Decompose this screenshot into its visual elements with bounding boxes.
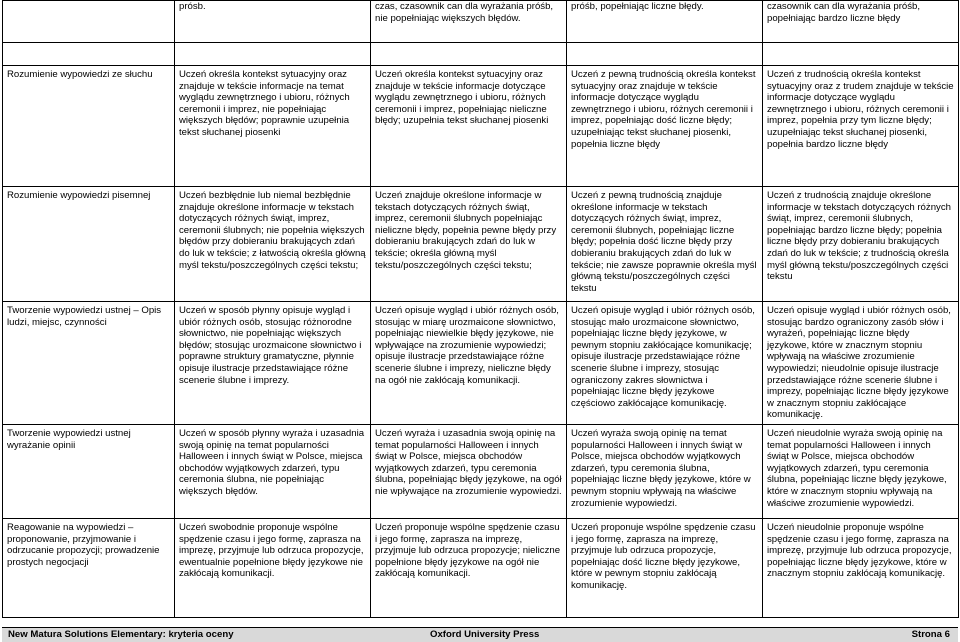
criteria-cell: Uczeń opisuje wygląd i ubiór różnych osób, stosując mało urozmaicone słownictwo, popełniając liczne błędy językowe, w pewnym stopniu zakłócające komunikację; opisuje ilustracje przedstawiające różne scenerie ślubne i imprezy, stosując ograniczony zakres słownictwa i popełniając liczne błędy językowe częściowo zakłócające komunikację. [567,302,763,425]
table-row [3,425,959,519]
criteria-cell: Uczeń opisuje wygląd i ubiór różnych osób, stosując w miarę urozmaicone słownictwo, popełniając niewielkie błędy językowe, nie wpływające na zrozumienie wypowiedzi; opisuje ilustracje przedstawiające różne scenerie ślubne i imprezy, nieliczne błędy na ogół nie zakłócają komunikacji. [371,302,567,425]
criteria-cell: Uczeń w sposób płynny wyraża i uzasadnia swoją opinię na temat popularności Halloween i innych świąt w Polsce, miejsca obchodów wyjątkowych zdarzeń, typu ceremonia ślubna, nie popełniając większych błędów. [175,425,371,519]
skill-label: Tworzenie wypowiedzi ustnej wyrażanie opinii [3,425,175,519]
skill-label: Reagowanie na wypowiedzi – proponowanie, przyjmowanie i odrzucanie propozycji; prowadzenie prostych negocjacji [3,519,175,618]
criteria-cell: Uczeń wyraża i uzasadnia swoją opinię na temat popularności Halloween i innych świąt w Polsce, miejsca obchodów wyjątkowych zdarzeń, typu ceremonia ślubna, popełniając błędy językowe, na ogół nie wpływające na zrozumienie wypowiedzi. [371,425,567,519]
table-row [3,519,959,618]
criteria-cell: Uczeń proponuje wspólne spędzenie czasu i jego formę, zaprasza na imprezę, przyjmuje lub odrzuca propozycje; nieliczne popełnione błędy językowe na ogół nie zakłócają komunikacji. [371,519,567,618]
table-row [3,187,959,302]
table-row [3,66,959,187]
criteria-table [2,0,959,618]
criteria-cell: Uczeń swobodnie proponuje wspólne spędzenie czasu i jego formę, zaprasza na imprezę, przyjmuje lub odrzuca propozycje, ewentualnie popełnione błędy językowe nie zakłócają komunikacji. [175,519,371,618]
spacer-cell [3,43,175,66]
criteria-cell: Uczeń znajduje określone informacje w tekstach dotyczących różnych świąt, imprez, ceremonii ślubnych popełniając nieliczne błędy, popełnia pewne błędy przy dobieraniu brakujących zdań do luk w tekście; określa główną myśl tekstu/poszczególnych części tekstu; [371,187,567,302]
table-spacer [3,43,959,66]
footer-page-number: Strona 6 [911,629,950,640]
criteria-cell: Uczeń nieudolnie wyraża swoją opinię na temat popularności Halloween i innych świąt w Polsce, miejsca obchodów wyjątkowych zdarzeń, typu ceremonia ślubna, popełniając liczne błędy językowe, które w znacznym stopniu wpływają na właściwe zrozumienie wypowiedzi. [763,425,959,519]
cell-level-4: czasownik can dla wyrażania próśb, popełniając bardzo liczne błędy [763,1,959,43]
criteria-cell: Uczeń nieudolnie proponuje wspólne spędzenie czasu i jego formę, zaprasza na imprezę, przyjmuje lub odrzuca propozycje, popełniając liczne błędy językowe, które w znacznym stopniu zakłócają komunikację. [763,519,959,618]
criteria-cell: Uczeń proponuje wspólne spędzenie czasu i jego formę, zaprasza na imprezę, przyjmuje lub odrzuca propozycje, popełniając dość liczne błędy językowe, które w pewnym stopniu zakłócają komunikację. [567,519,763,618]
spacer-cell [763,43,959,66]
skill-label: Rozumienie wypowiedzi pisemnej [3,187,175,302]
spacer-cell [567,43,763,66]
skill-label: Rozumienie wypowiedzi ze słuchu [3,66,175,187]
criteria-cell: Uczeń z pewną trudnością znajduje określone informacje w tekstach dotyczących różnych świąt, imprez, ceremonii ślubnych, popełniając liczne błędy; popełnia dość liczne błędy przy dobieraniu brakujących zdań do luk w tekście; nie zawsze poprawnie określa myśl główną tekstu/poszczególnych części tekstu [567,187,763,302]
table-row-continuation [3,1,959,43]
criteria-cell: Uczeń bezbłędnie lub niemal bezbłędnie znajduje określone informacje w tekstach dotyczących różnych świąt, imprez, ceremonii ślubnych; nie popełnia większych błędów przy dobieraniu brakujących zdań do luk w tekście; z łatwością określa główną myśl tekstu/poszczególnych części tekstu; [175,187,371,302]
cell-skill-empty [3,1,175,43]
criteria-cell: Uczeń określa kontekst sytuacyjny oraz znajduje w tekście informacje dotyczące wyglądu zewnętrznego i ubioru, różnych ceremonii i imprez, popełniając nieliczne błędy; uzupełnia tekst słuchanej piosenki [371,66,567,187]
criteria-cell: Uczeń z trudnością znajduje określone informacje w tekstach dotyczących różnych świąt, imprez, ceremonii ślubnych, popełniając bardzo liczne błędy; popełnia liczne błędy przy dobieraniu brakujących zdań do luk w tekście; z trudnością określa myśl główną tekstu/poszczególnych części tekstu [763,187,959,302]
page-footer [2,627,958,642]
cell-level-1: prósb. [175,1,371,43]
criteria-cell: Uczeń określa kontekst sytuacyjny oraz znajduje w tekście informacje na temat wyglądu zewnętrznego i ubioru, różnych ceremonii i imprez, nie popełniając większych błędów; poprawnie uzupełnia tekst słuchanej piosenki [175,66,371,187]
table-row [3,302,959,425]
criteria-cell: Uczeń wyraża swoją opinię na temat popularności Halloween i innych świąt w Polsce, miejsca obchodów wyjątkowych zdarzeń, typu ceremonia ślubna, popełniając liczne błędy językowe, które w pewnym stopniu wpływają na właściwe zrozumienie wypowiedzi. [567,425,763,519]
cell-level-3: próśb, popełniając liczne błędy. [567,1,763,43]
cell-level-2: czas, czasownik can dla wyrażania próśb, nie popełniając większych błędów. [371,1,567,43]
skill-label: Tworzenie wypowiedzi ustnej – Opis ludzi, miejsc, czynności [3,302,175,425]
criteria-cell: Uczeń z pewną trudnością określa kontekst sytuacyjny oraz znajduje w tekście informacje dotyczące wyglądu zewnętrznego i ubioru, różnych ceremonii i imprez, popełniając dość liczne błędy; uzupełniając tekst słuchanej piosenki, popełnia liczne błędy [567,66,763,187]
spacer-cell [175,43,371,66]
footer-title: New Matura Solutions Elementary: kryteria oceny [8,629,234,640]
footer-publisher: Oxford University Press [430,629,540,640]
spacer-cell [371,43,567,66]
criteria-cell: Uczeń z trudnością określa kontekst sytuacyjny oraz z trudem znajduje w tekście informacje dotyczące wyglądu zewnętrznego i ubioru, różnych ceremonii i imprez, popełnia przy tym liczne błędy; uzupełniając tekst słuchanej piosenki, popełnia bardzo liczne błędy [763,66,959,187]
criteria-cell: Uczeń w sposób płynny opisuje wygląd i ubiór różnych osób, stosując różnorodne słownictwo, nie popełniając większych błędów; stosując urozmaicone słownictwo i poprawne struktury gramatyczne, płynnie opisuje ilustracje przedstawiające różne scenerie ślubne i imprezy. [175,302,371,425]
criteria-cell: Uczeń opisuje wygląd i ubiór różnych osób, stosując bardzo ograniczony zasób słów i wyrażeń, popełniając liczne błędy językowe, które w znacznym stopniu wpływają na właściwe zrozumienie wypowiedzi; nieudolnie opisuje ilustracje przedstawiające różne scenerie ślubne i imprezy, popełniając liczne błędy językowe w znacznym stopniu zakłócające komunikację. [763,302,959,425]
